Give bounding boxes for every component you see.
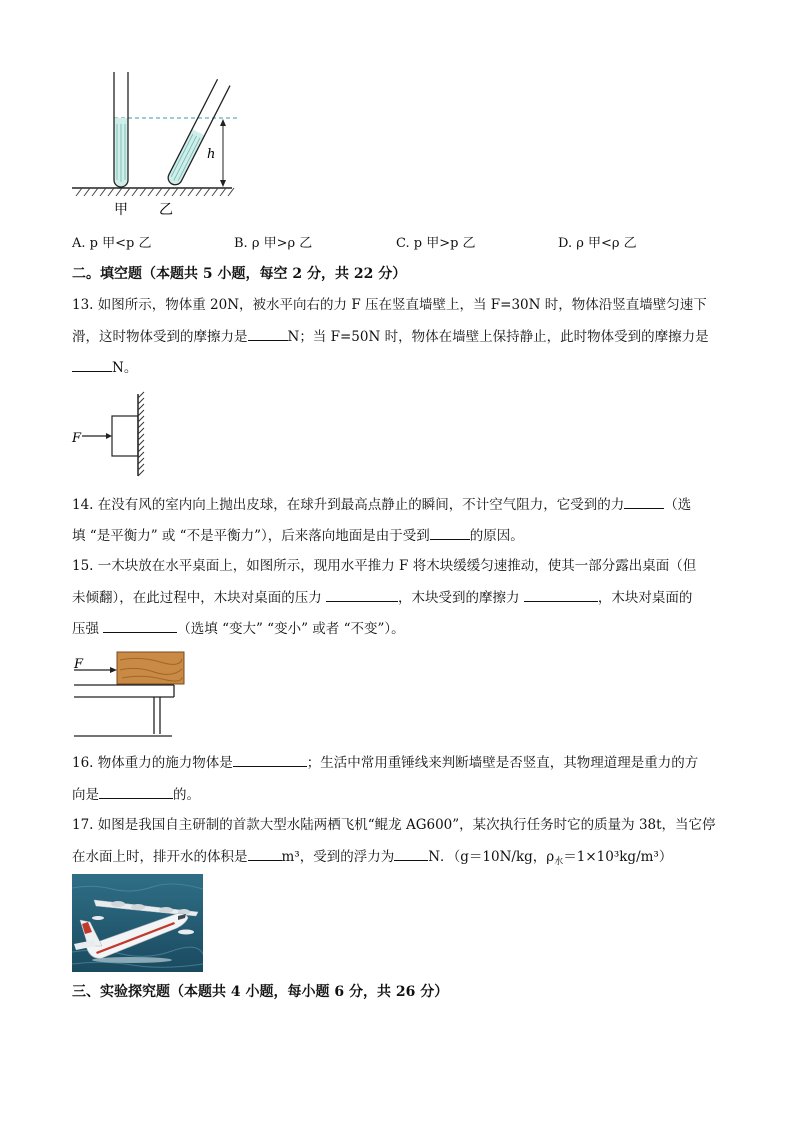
block-wall-figure — [70, 390, 160, 480]
q16-line2: 向是 的。 — [72, 784, 200, 805]
test-tubes-figure — [70, 68, 240, 220]
q13-f-label: F — [72, 431, 82, 446]
jia-label: 甲 — [114, 202, 128, 218]
q16-line1: 16. 物体重力的施力物体是 ；生活中常用重锤线来判断墙壁是否竖直，其物理道理是重力的方 — [72, 752, 698, 773]
section3-heading: 三、实验探究题（本题共 4 小题，每小题 6 分，共 26 分） — [72, 984, 449, 1000]
q17-blank2[interactable] — [394, 846, 428, 861]
q14-line1: 14. 在没有风的室内向上抛出皮球，在球升到最高点静止的瞬间，不计空气阻力，它受到的力 （选 — [72, 494, 691, 515]
q14-blank1[interactable] — [624, 494, 664, 509]
q13-blank1[interactable] — [248, 326, 288, 341]
option-a: A. p 甲<p 乙 — [72, 236, 152, 251]
q14-line2: 填 “是平衡力” 或 “不是平衡力”），后来落向地面是由于受到 的原因。 — [72, 525, 524, 546]
q17-blank1[interactable] — [248, 846, 282, 861]
q16-blank1[interactable] — [233, 752, 307, 767]
option-d: D. ρ 甲<ρ 乙 — [558, 236, 637, 251]
option-b: B. ρ 甲>ρ 乙 — [234, 236, 313, 251]
q17-line2: 在水面上时，排开水的体积是 m³，受到的浮力为 N．（g＝10N/kg，$\rho_水=1\times 10^3kg/m^3$） — [72, 846, 672, 869]
wood-block-table-figure — [70, 648, 190, 740]
q13-line1: 13. 如图所示，物体重 20N，被水平向右的力 F 压在竖直墙壁上，当 F=30N 时，物体沿竖直墙壁匀速下 — [72, 297, 707, 313]
q15-line2: 未倾翻），在此过程中，木块对桌面的压力 ，木块受到的摩擦力 ，木块对桌面的 — [72, 587, 692, 608]
q15-blank1[interactable] — [326, 587, 398, 602]
q15-line3: 压强 （选填 “变大” “变小” 或者 “不变”）。 — [72, 618, 405, 639]
q14-blank2[interactable] — [430, 525, 470, 540]
q15-blank2[interactable] — [524, 587, 598, 602]
yi-label: 乙 — [159, 202, 173, 218]
q17-line1: 17. 如图是我国自主研制的首款大型水陆两栖飞机“鲲龙 AG600”，某次执行任务时它的质量为 38t，当它停 — [72, 817, 716, 833]
h-label: h — [207, 147, 216, 162]
q13-line3: N。 — [72, 357, 137, 378]
q15-f-label: F — [74, 657, 84, 672]
option-c: C. p 甲>p 乙 — [396, 236, 476, 251]
q13-line2: 滑，这时物体受到的摩擦力是 N；当 F=50N 时，物体在墙壁上保持静止，此时物体受到的摩擦力是 — [72, 326, 709, 347]
q13-blank2[interactable] — [72, 357, 112, 372]
ag600-aircraft-photo — [72, 874, 203, 972]
section2-heading: 二。填空题（本题共 5 小题，每空 2 分，共 22 分） — [72, 266, 407, 282]
q15-blank3[interactable] — [103, 618, 177, 633]
q15-line1: 15. 一木块放在水平桌面上，如图所示，现用水平推力 F 将木块缓缓匀速推动，使其一部分露出桌面（但 — [72, 558, 697, 574]
q16-blank2[interactable] — [99, 784, 173, 799]
